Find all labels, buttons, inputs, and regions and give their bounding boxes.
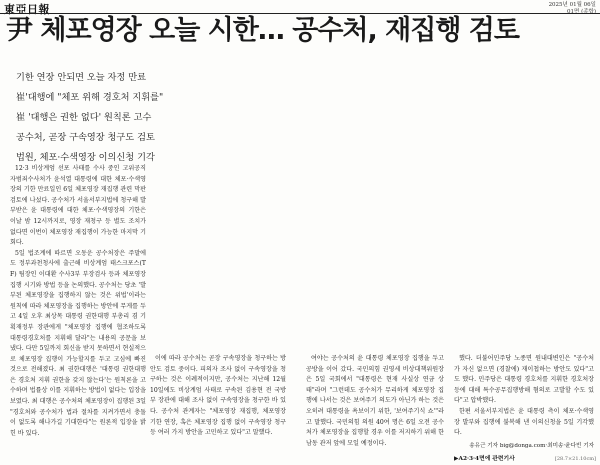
article-column-3 (306, 354, 444, 449)
subheadline: 법원, 체포·수색영장 이의신청 기각 (16, 152, 155, 163)
article-paragraph: 했다. 더불어민주당 노종면 원내대변인은 "공수처가 자신 없으면 (경찰에) 재이첩하는 방안도 있다"고도 했다. 민주당은 대통령 경호처를 지휘한 경호처장 등에 대해 특수공무집행방해 혐의로 고발할 수도 있다"고 압박했다. (454, 355, 594, 405)
newspaper-masthead: 東亞日報 (4, 3, 50, 16)
publication-date: 2025년 01월 06일 (548, 2, 596, 8)
reporter-byline: 송유근 기자 big@donga.com·최미송·윤다빈 기자 (469, 442, 594, 449)
subheadline: 崔'대행에 "체포 위해 경호처 지휘를" (16, 92, 164, 103)
subheadline: 기한 연장 안되면 오늘 자정 만료 (16, 72, 146, 83)
article-paragraph: 5일 법조계에 따르면 오동운 공수처장은 주말에도 정부과천청사에 출근해 비상계엄 태스크포스(TF) 팀장인 이대환 수사3부 부장검사 등과 체포영장 집행 시기와 방법 등을 논의했다. 공수처는 당초 '발부된 체포영장을 집행하지 않는 것은 위법'이라는 원칙에 따라 체포영장을 집행하는 방안에 무게를 두고 4일 오후 최상목 대통령 권한대행 부총리 겸 기획재정부 장관에게 "체포영장 집행에 협조하도록 대통령경호처를 지휘해 달라"는 내용의 공문을 보냈다. 다만 5일까지 회신을 받지 못하면서 현실적으로 체포영장 집행이 가능할지를 두고 고심에 빠진 것으로 전해졌다. 최 권한대행은 '대통령 권한대행은 경호처 지휘 권한을 갖지 않는다'는 원칙론을 고수하며 법률상 이를 지휘하는 방법이 없다는 입장을 보였다. 최 대행은 공수처의 체포영장이 집행된 3일 "경호처와 공수처가 법과 절차를 지켜가면서 충돌이 없도록 해나가길 기대한다"는 원론적 입장을 밝힌 바 있다. (10, 249, 146, 437)
article-paragraph: 한편 서울서부지법은 윤 대통령 측이 체포·수색영장 발부와 집행에 불복해 낸 이의신청을 5일 기각했다. (454, 407, 594, 437)
article-paragraph: 이에 따라 공수처는 곧장 구속영장을 청구하는 방안도 검토 중이다. 피의자 조사 없이 구속영장을 청구하는 것은 이례적이지만, 공수처는 지난해 12월 10일에도 비상계엄 사태로 구속된 김용현 전 국방부 장관에 대해 조사 없이 구속영장을 청구한 바 있다. 공수처 관계자는 "체포영장 재집행, 체포영장 기한 연장, 혹은 체포영장 집행 없이 구속영장 청구 등 여러 가지 방안을 고민하고 있다"고 말했다. (150, 355, 286, 437)
related-articles-link[interactable]: ▶A2·3·4면에 관련기사 (454, 456, 515, 463)
article-column-2 (150, 354, 286, 439)
subheadline: 崔 '대행은 권한 없다' 원칙론 고수 (16, 112, 152, 123)
page-section: 01면 (종합) (567, 9, 596, 15)
article-paragraph: 여야는 공수처의 윤 대통령 체포영장 집행을 두고 공방을 이어 갔다. 국민의힘 권영세 비상대책위원장은 5일 국회에서 "대통령은 현재 사실상 연금 상태"라며 "그런데도 공수처가 무리하게 체포영장 집행에 나서는 것은 보여주기 의도가 아닌가 하는 것은 오히려 대통령을 욕보이기 위한, '보여주기식 쇼'"라고 말했다. 국민의힘 의원 40여 명은 6일 오전 공수처가 체포영장을 집행할 경우 이를 저지하기 위해 한남동 관저 앞에 모일 예정이다. (306, 355, 444, 447)
article-paragraph: 12·3 비상계엄 선포 사태를 수사 중인 고위공직자범죄수사처가 윤석열 대통령에 대한 체포·수색영장의 기한 만료일인 6일 체포영장 재집행 관련 막판 검토에 나섰다. 공수처가 서울서부지법에 청구해 발부받은 윤 대통령에 대한 체포·수색영장의 기한은 이날 밤 12시까지로, 영장 재청구 등 별도 조치가 없다면 이번이 체포영장 재집행이 가능한 마지막 기회다. (10, 165, 146, 247)
subheadline-list (16, 72, 216, 172)
article-column-4 (454, 354, 594, 465)
main-headline: 尹 체포영장 오늘 시한… 공수처, 재집행 검토 (6, 15, 519, 46)
subheadline: 공수처, 곧장 구속영장 청구도 검토 (16, 132, 155, 143)
article-column-1 (10, 164, 146, 439)
page-size-mark: [28.7×21.10cm] (554, 456, 596, 462)
